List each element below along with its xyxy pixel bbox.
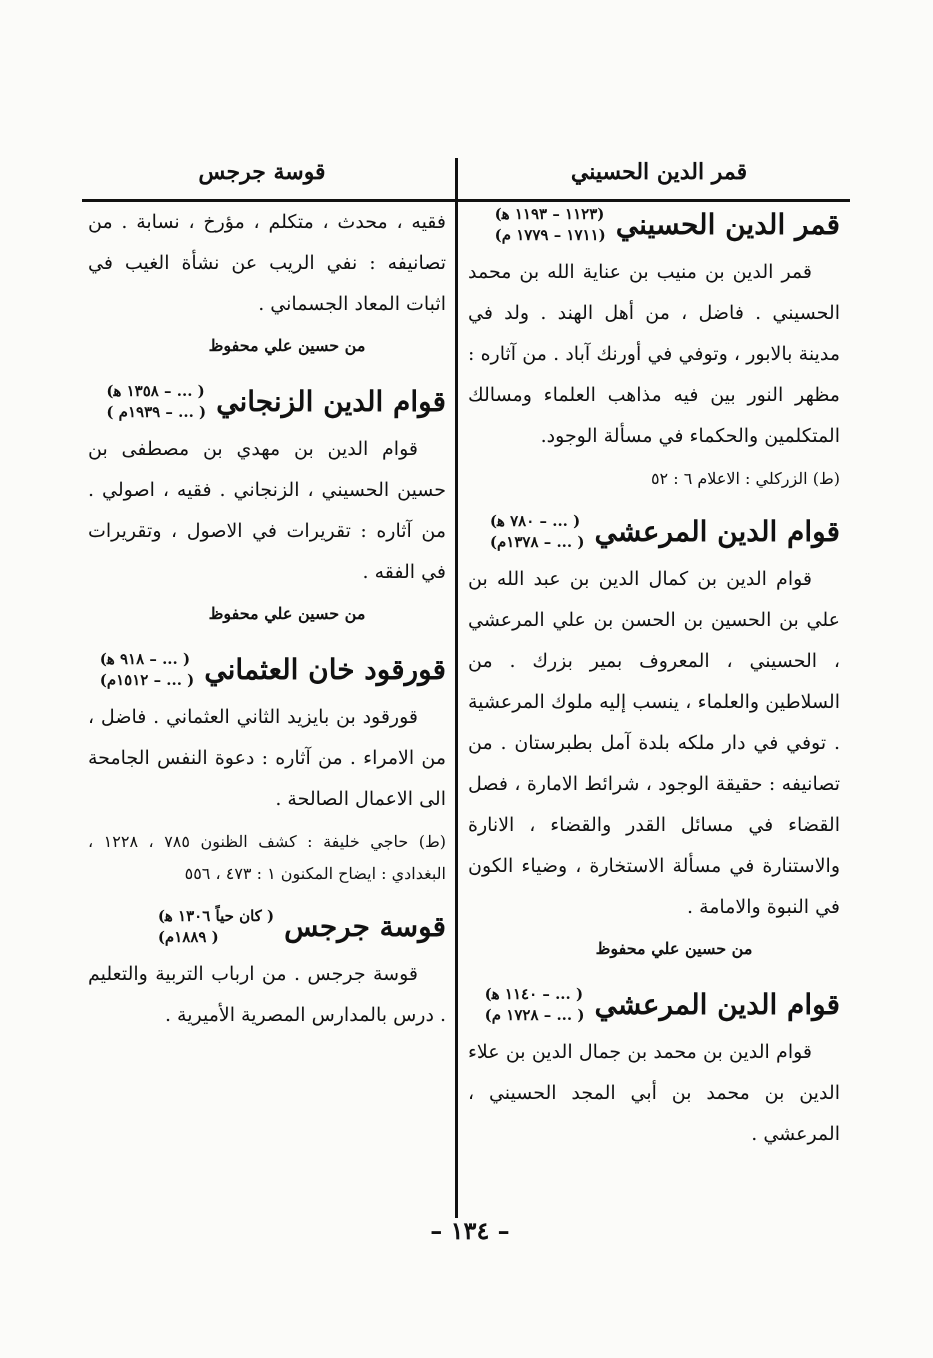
entry-body: فقيه ، محدث ، متكلم ، مؤرخ ، نسابة . من تصانيفه : نفي الريب عن نشأة الغيب في اثبات المعاد الجسماني . bbox=[88, 211, 446, 315]
entry-contributor: من حسين علي محفوظ bbox=[208, 604, 366, 623]
entry-heading bbox=[88, 381, 446, 423]
entry-body: قمر الدين بن منيب بن عناية الله بن محمد الحسيني . فاضل ، من أهل الهند . ولد في مدينة بالابور ، وتوفي في أورنك آباد . من آثاره : مظهر النور بين فيه مذاهب العلماء ومسالك المتكلمين والحكماء في مسألة الوجود. bbox=[468, 261, 840, 447]
entry-heading bbox=[468, 984, 840, 1026]
entry-qamar-al-din bbox=[468, 204, 840, 495]
column-divider bbox=[455, 158, 458, 1218]
entry-contributor: من حسين علي محفوظ bbox=[595, 939, 753, 958]
entry-source: (ط) حاجي خليفة : كشف الظنون ٧٨٥ ، ١٢٢٨ ، البغدادي : ايضاح المكنون ١ : ٤٧٣ ، ٥٥٦ bbox=[88, 832, 447, 883]
entry-body: قوسة جرجس . من ارباب التربية والتعليم . درس بالمدارس المصرية الأميرية . bbox=[88, 963, 446, 1026]
left-column bbox=[88, 202, 446, 1050]
entry-dates bbox=[100, 649, 195, 691]
entry-body: قوام الدين بن محمد بن جمال الدين بن علاء الدين بن محمد بن أبي المجد الحسيني ، المرعشي . bbox=[468, 1041, 840, 1145]
entry-name: قمر الدين الحسيني bbox=[615, 208, 840, 241]
entry-name: قوسة جرجس bbox=[284, 910, 446, 943]
running-head-left: قوسة جرجس bbox=[198, 159, 326, 185]
entry-name: قوام الدين المرعشي bbox=[594, 515, 840, 548]
entry-heading bbox=[468, 204, 840, 246]
dates-gregorian: ( ... – ١٧٢٨ م) bbox=[484, 1006, 585, 1024]
entry-name: قوام الدين المرعشي bbox=[594, 988, 840, 1021]
dates-gregorian: ( ... – ١٣٧٨م) bbox=[489, 533, 585, 551]
entry-name: قورقود خان العثماني bbox=[204, 653, 446, 686]
entry-name: قوام الدين الزنجاني bbox=[216, 385, 446, 418]
dates-hijri: ( ... – ٩١٨ ﻫ) bbox=[99, 650, 191, 668]
running-head-right: قمر الدين الحسيني bbox=[570, 159, 748, 185]
entry-contributor: من حسين علي محفوظ bbox=[208, 336, 366, 355]
entry-dates bbox=[490, 511, 585, 553]
entry-qawam-al-din-zanjani bbox=[88, 381, 446, 631]
entry-heading bbox=[88, 906, 446, 948]
entry-dates bbox=[158, 906, 274, 948]
dates-gregorian: ( ... – ١٥١٢م) bbox=[99, 671, 195, 689]
entry-qusa-jirjis bbox=[88, 906, 446, 1036]
entry-dates bbox=[106, 381, 206, 423]
entry-body: قوام الدين بن مهدي بن مصطفى بن حسين الحسيني ، الزنجاني . فقيه ، اصولي . من آثاره : تقريرات في الاصول ، وتقريرات في الفقه . bbox=[88, 438, 446, 583]
dates-hijri: ( ... – ٧٨٠ ﻫ) bbox=[489, 512, 581, 530]
dates-hijri: (١١٢٣ – ١١٩٣ ﻫ) bbox=[494, 205, 605, 223]
entry-body: قوام الدين بن كمال الدين بن عبد الله بن علي بن الحسين بن الحسن بن علي المرعشي ، الحسيني ، المعروف بمير بزرك . من السلاطين والعلماء ، ينسب إليه ملوك المرعشية . توفي في دار ملكه بلدة آمل بطبرستان . من تصانيفه : حقيقة الوجود ، شرائط الامارة ، فصل القضاء في مسائل القدر والقضاء ، الانارة والاستنارة في مسألة الاستخارة ، وضياء الكون في النبوة والامامة . bbox=[468, 568, 840, 918]
entry-continued bbox=[88, 202, 446, 363]
dates-hijri: ( ... – ١١٤٠ ﻫ) bbox=[484, 985, 584, 1003]
entry-qorqud-khan bbox=[88, 649, 446, 890]
dates-hijri: ( كان حياً ١٣٠٦ ﻫ) bbox=[157, 907, 275, 925]
entry-dates bbox=[485, 984, 585, 1026]
dates-gregorian: ( ١٨٨٩م) bbox=[157, 928, 219, 946]
entry-heading bbox=[468, 511, 840, 553]
dates-gregorian: (١٧١١ – ١٧٧٩ م) bbox=[494, 226, 606, 244]
right-column bbox=[468, 202, 840, 1169]
entry-qawam-al-din-marashi-1 bbox=[468, 511, 840, 966]
entry-heading bbox=[88, 649, 446, 691]
page-number: – ١٣٤ – bbox=[430, 1216, 510, 1245]
dates-gregorian: ( ... – ١٩٣٩م ) bbox=[106, 403, 207, 421]
dates-hijri: ( ... – ١٣٥٨ ﻫ) bbox=[106, 382, 205, 400]
entry-body: قورقود بن بايزيد الثاني العثماني . فاضل ، من الامراء . من آثاره : دعوة النفس الجامحة الى الاعمال الصالحة . bbox=[88, 706, 446, 810]
entry-source: (ط) الزركلي : الاعلام ٦ : ٥٢ bbox=[650, 469, 840, 488]
entry-dates bbox=[495, 204, 606, 246]
entry-qawam-al-din-marashi-2 bbox=[468, 984, 840, 1155]
